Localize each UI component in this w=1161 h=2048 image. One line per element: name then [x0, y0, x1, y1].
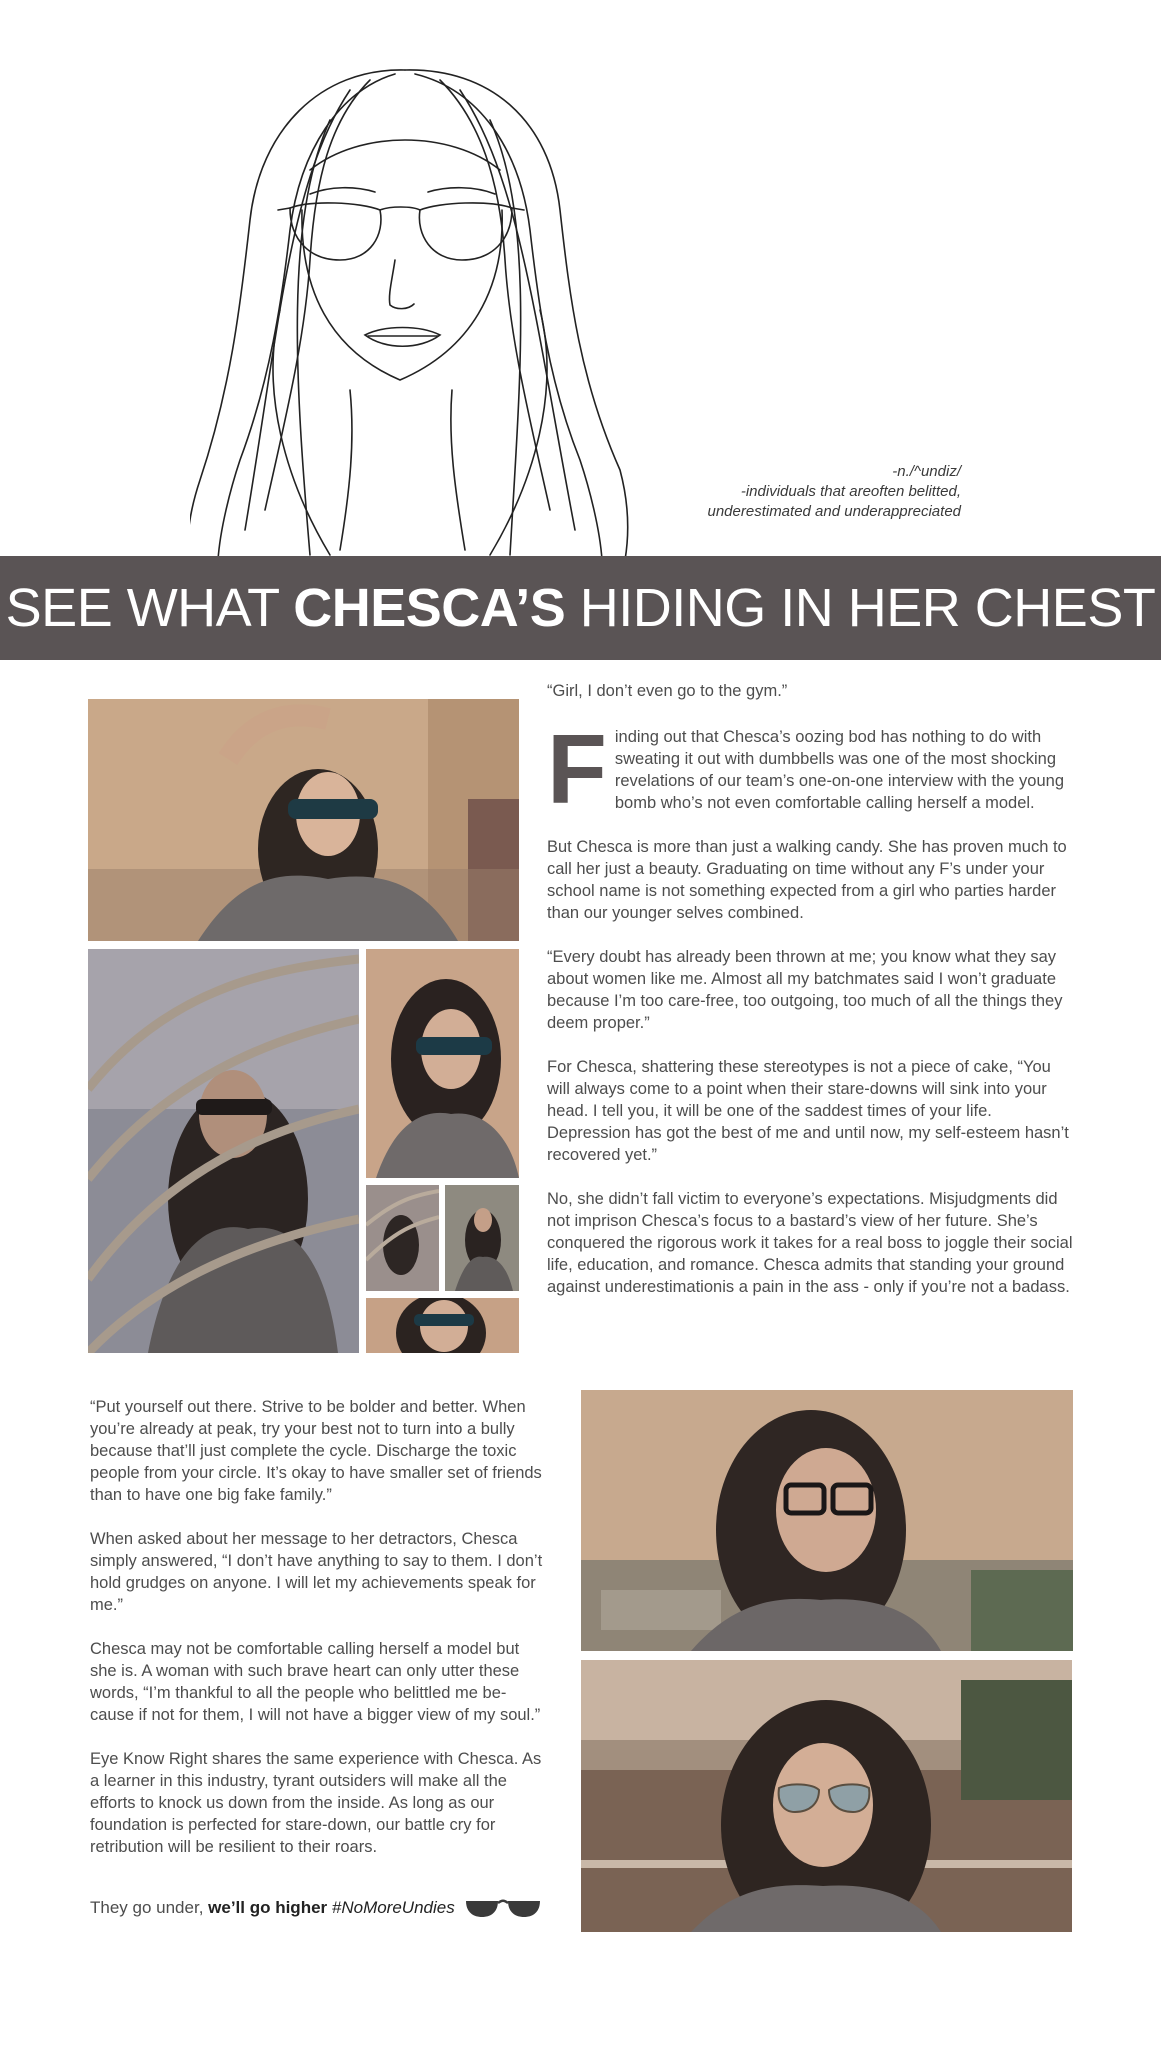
- definition-block: [707, 462, 961, 522]
- title-bold-name: CHESCA’S: [293, 578, 566, 638]
- photo-metal-rails: [88, 949, 359, 1353]
- paragraph: For Chesca, shattering these stereotypes is not a piece of cake, “You will always come to a point when their stare-downs will sink into your head. I tell you, it will be one of the saddest times of your life. Depression has got the best of me and until now, my self-esteem hasn’t recovered yet.”: [547, 1058, 1069, 1164]
- page-title: [6, 577, 1156, 639]
- paragraph: When asked about her message to her detractors, Chesca simply answered, “I don’t have anything to say to them. I don’t hold grudges on anyone. I will let my achievements speak for me.”: [90, 1530, 543, 1614]
- definition-line: -individuals that areoften belitted,: [740, 483, 961, 500]
- article-column-left: [90, 1396, 545, 1880]
- paragraph: Chesca may not be comfortable calling herself a model but she is. A woman with such brave heart can only utter these words, “I’m thankful to all the people who belittled me be-cause if not for them, I will not have a bigger view of my soul.”: [90, 1640, 541, 1724]
- sunglasses-icon: [464, 1897, 542, 1919]
- drop-cap: F: [547, 714, 607, 824]
- tagline-plain: They go under,: [90, 1898, 209, 1917]
- paragraph: [547, 714, 1077, 824]
- paragraph: But Chesca is more than just a walking candy. She has proven much to call her just a beauty. Graduating on time without any F’s under your school name is not something expected from a girl who parties harder than our younger selves combined.: [547, 838, 1067, 922]
- definition-phonetic: -n./^undiz/: [892, 463, 961, 480]
- portrait-sketch-illustration: [190, 60, 630, 560]
- title-part: SEE WHAT: [5, 578, 294, 638]
- title-part: HIDING IN HER CHEST: [565, 578, 1156, 638]
- tagline-bold: we’ll go higher: [208, 1898, 328, 1917]
- paragraph: Eye Know Right shares the same experience with Chesca. As a learner in this industry, tyrant outsiders will make all the efforts to knock us down from the inside. As long as our foundation is perfected for stare-down, our battle cry for retribution will be resilient to their roars.: [90, 1750, 542, 1856]
- photo-hands-on-head: [88, 699, 519, 941]
- photo-aviator-glasses: [581, 1660, 1072, 1932]
- photo-small-rails: [366, 1185, 439, 1291]
- paragraph-text: inding out that Chesca’s oozing bod has nothing to do with sweating it out with dumbbells was one of the most shocking revelations of our team’s one-on-one interview with the young bomb who’s not even comfortable calling herself a model.: [614, 728, 1064, 812]
- tagline-hashtag: #NoMoreUndies: [327, 1898, 455, 1917]
- pull-quote: “Girl, I don’t even go to the gym.”: [547, 682, 788, 700]
- paragraph: “Every doubt has already been thrown at me; you know what they say about women like me. Almost all my batchmates said I won’t graduate because I’m too care-free, too outgoing, too much of all the things they deem proper.”: [547, 948, 1063, 1032]
- photo-hand-on-cheek: [366, 949, 519, 1178]
- definition-line: underestimated and underappreciated: [707, 503, 961, 520]
- tagline: [90, 1898, 455, 1918]
- photo-small-closeup: [366, 1298, 519, 1353]
- article-column-right: [547, 680, 1077, 1320]
- paragraph: “Put yourself out there. Strive to be bolder and better. When you’re already at peak, try your best not to turn into a bully because that’ll just complete the cycle. Discharge the toxic people from your circle. It’s okay to have smaller set of friends than to have one big fake family.”: [90, 1398, 542, 1504]
- photo-clear-glasses: [581, 1390, 1073, 1651]
- title-band: [0, 556, 1161, 660]
- paragraph: No, she didn’t fall victim to everyone’s expectations. Misjudgments did not imprison Chesca’s focus to a bastard’s view of her future. She’s conquered the rigorous work it takes for a real boss to joggle their social life, education, and romance. Chesca admits that standing your ground against underestimationis a pain in the ass - only if you’re not a badass.: [547, 1190, 1073, 1296]
- photo-small-standing: [445, 1185, 519, 1291]
